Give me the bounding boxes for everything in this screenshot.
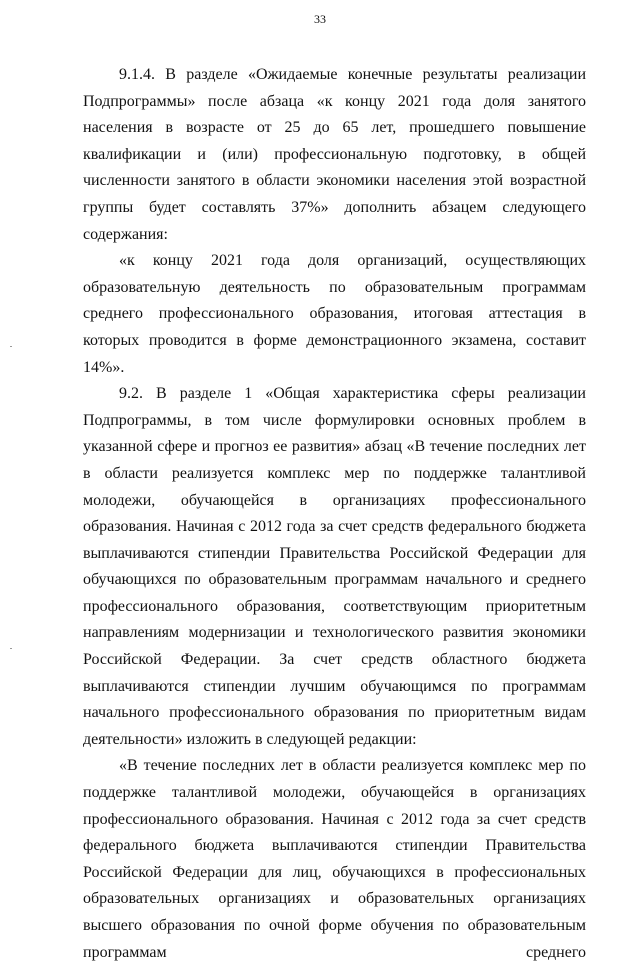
paragraph-9-1-4: 9.1.4. В разделе «Ожидаемые конечные результаты реализации Подпрограммы» после абзаца «к концу 2021 года доля занятого населения в возрасте от 25 до 65 лет, прошедшего повышение квалификации и (или) профессиональную подготовку, в общей численности занятого в области экономики населения этой возрастной группы будет составлять 37%» дополнить абзацем следующего содержания: <box>83 66 586 243</box>
paragraph-new-wording: «В течение последних лет в области реализуется комплекс мер по поддержке талантливой молодежи, обучающейся в организациях профессионального образования. Начиная с 2012 года за счет средств федерального бюджета выплачиваются стипендии Правительства Российской Федерации для лиц, обучающихся в профессиональных образовательных организациях и образовательных организациях высшего образования по очной форме обучения по образовательным программам среднего <box>83 757 586 961</box>
scan-mark <box>10 648 12 649</box>
document-body <box>83 62 586 966</box>
scan-mark <box>10 346 12 347</box>
paragraph-9-2: 9.2. В разделе 1 «Общая характеристика сферы реализации Подпрограммы, в том числе формулировки основных проблем в указанной сфере и прогноз ее развития» абзац «В течение последних лет в области реализуется комплекс мер по поддержке талантливой молодежи, обучающейся в организациях профессионального образования. Начиная с 2012 года за счет средств федерального бюджета выплачиваются стипендии Правительства Российской Федерации для обучающихся по образовательным программам начального и среднего профессионального образования, соответствующим приоритетным направлениям модернизации и технологического развития экономики Российской Федерации. За счет средств областного бюджета выплачиваются стипендии лучшим обучающимся по программам начального профессионального образования по приоритетным видам деятельности» изложить в следующей редакции: <box>83 385 586 748</box>
page-number: 33 <box>314 12 326 26</box>
paragraph-quote-14-percent: «к концу 2021 года доля организаций, осуществляющих образовательную деятельность по образовательным программам среднего профессионального образования, итоговая аттестация в которых проводится в форме демонстрационного экзамена, составит 14%». <box>83 252 586 376</box>
